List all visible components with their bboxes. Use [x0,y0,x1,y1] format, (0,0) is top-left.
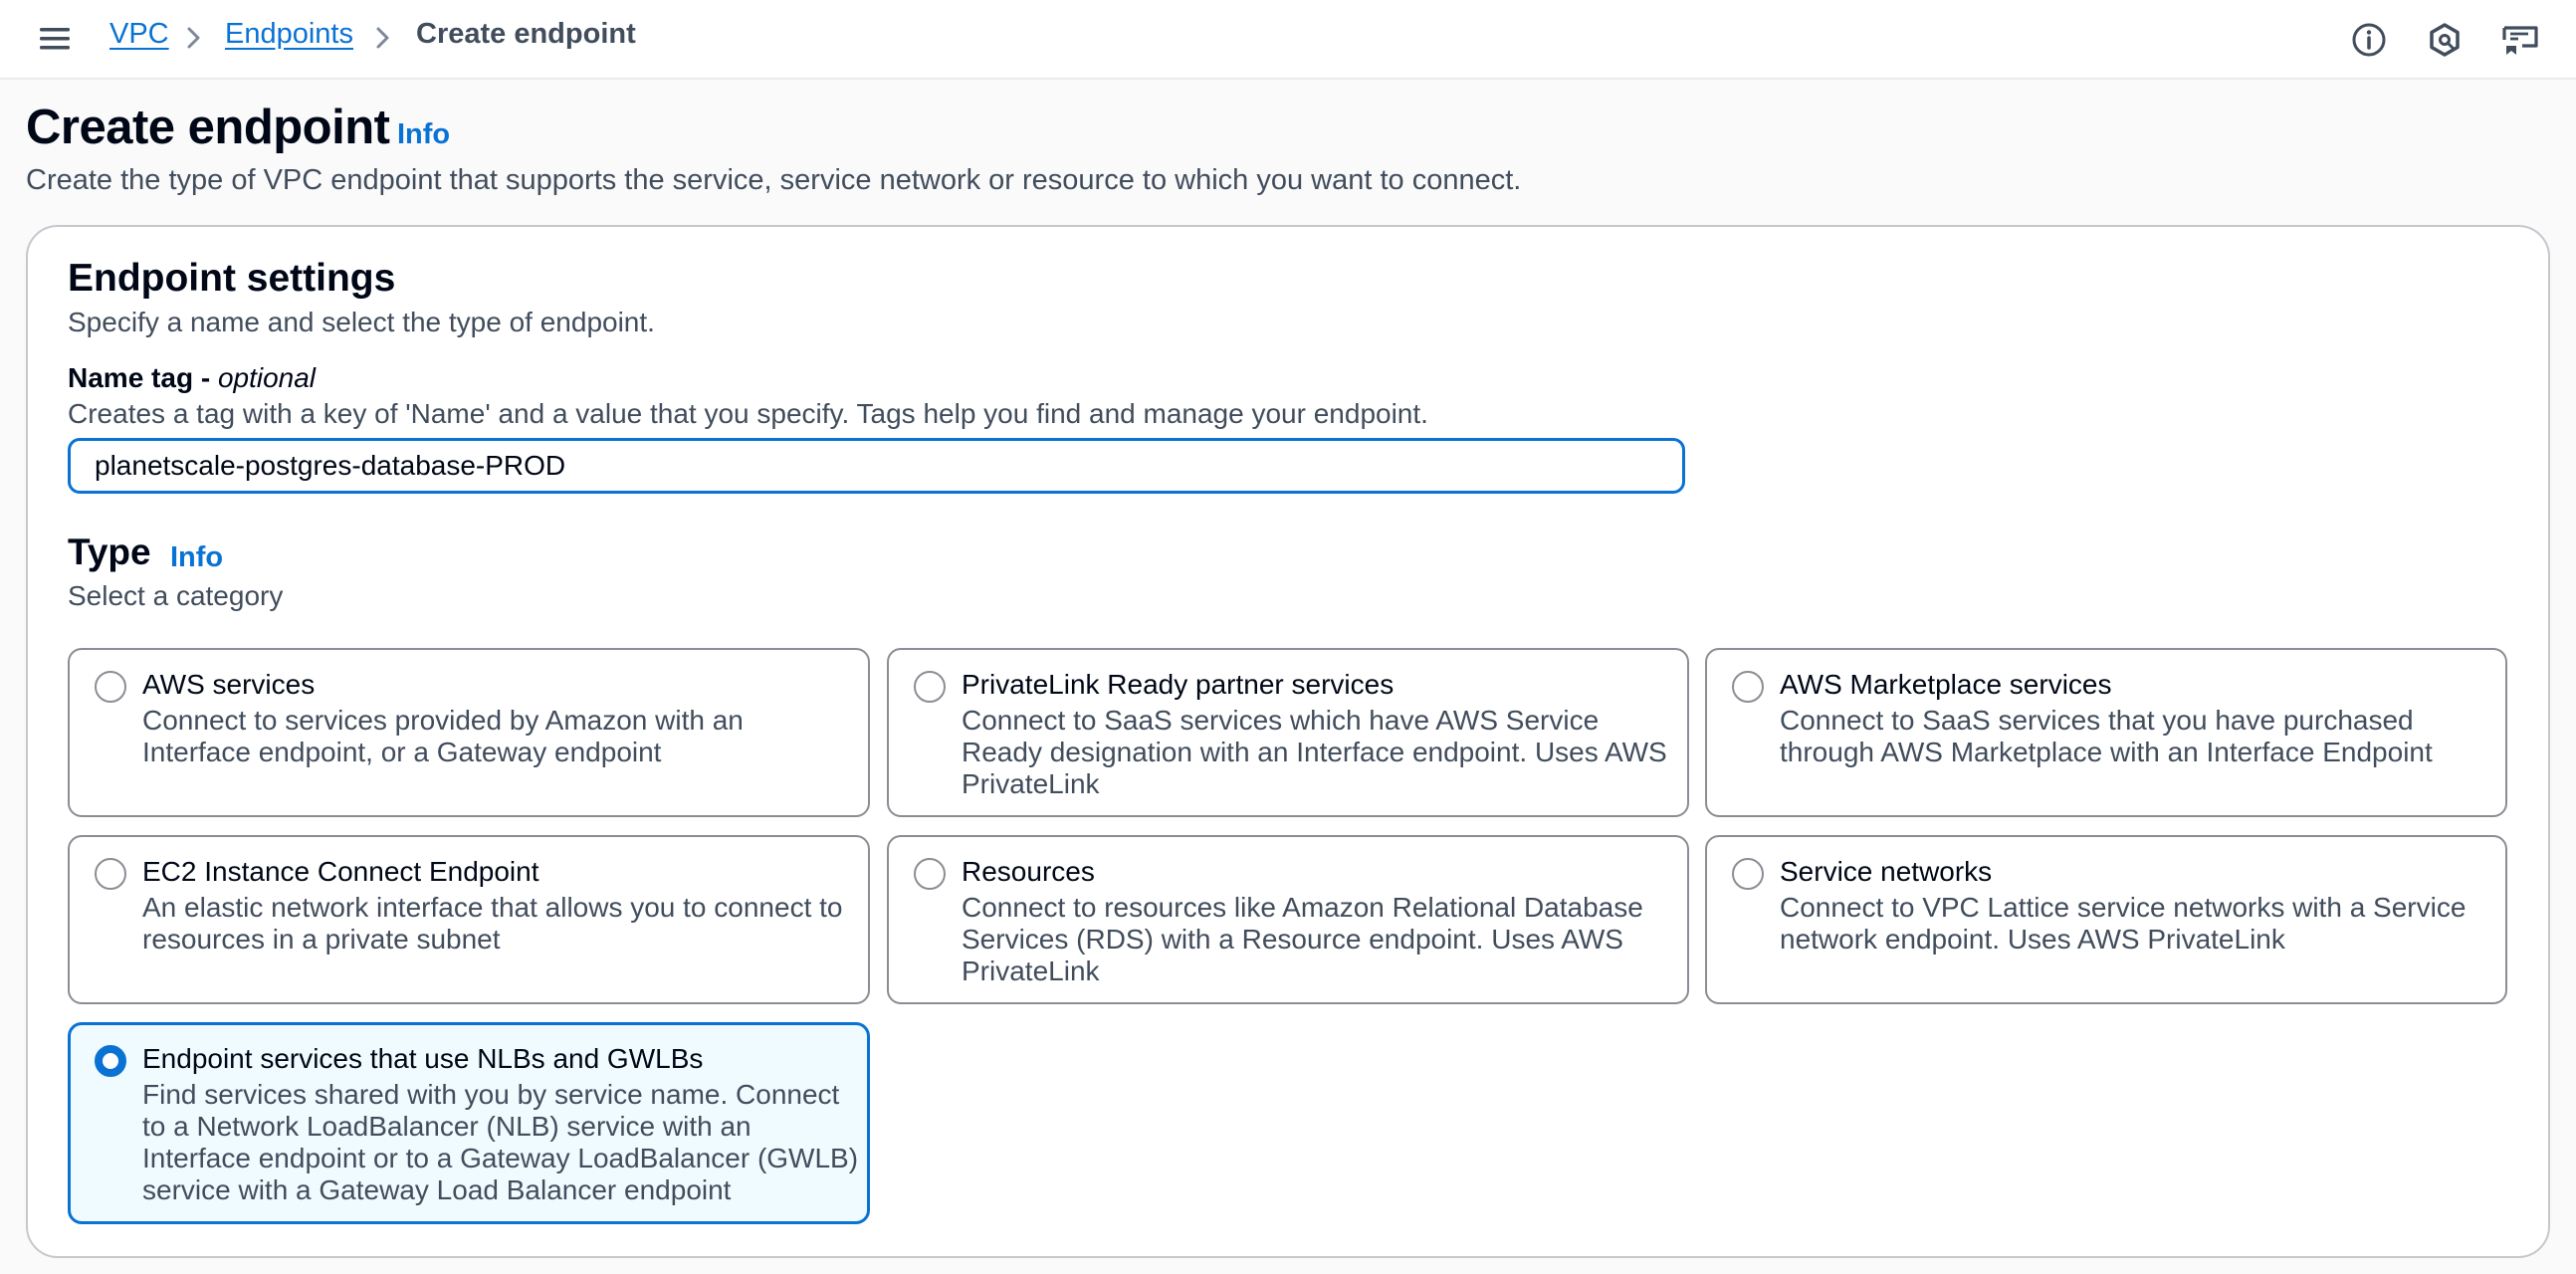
endpoint-settings-title: Endpoint settings [68,257,396,300]
type-option-description: An elastic network interface that allows you to connect to resources in a private subnet [142,892,843,955]
type-option-aws-services[interactable] [68,648,870,817]
info-circle-icon[interactable] [2349,20,2389,60]
type-option-description: Connect to SaaS services that you have purchased through AWS Marketplace with an Interface Endpoint [1780,705,2433,767]
type-option-title: AWS services [142,669,316,700]
radio-button[interactable] [1732,671,1764,703]
type-option-title: Resources [962,856,1095,887]
name-tag-description: Creates a tag with a key of 'Name' and a value that you specify. Tags help you find and manage your endpoint. [68,398,1428,429]
radio-button[interactable] [914,858,946,890]
type-option-resources[interactable] [887,835,1689,1004]
radio-button[interactable] [1732,858,1764,890]
endpoint-settings-description: Specify a name and select the type of endpoint. [68,307,655,337]
type-option-description: Connect to SaaS services which have AWS Service Ready designation with an Interface endpoint. Uses AWS PrivateLink [962,705,1667,799]
radio-button[interactable] [95,858,126,890]
radio-button[interactable] [914,671,946,703]
type-option-title: Service networks [1780,856,1993,887]
breadcrumb-vpc-link[interactable]: VPC [109,18,169,50]
type-option-endpoint-services-nlb-gwlb[interactable] [68,1022,870,1224]
top-navigation-bar [0,0,2576,80]
type-option-title: PrivateLink Ready partner services [962,669,1395,700]
type-option-privatelink-partner[interactable] [887,648,1689,817]
name-tag-input[interactable] [68,438,1685,494]
type-option-title: EC2 Instance Connect Endpoint [142,856,539,887]
type-title: Type [68,531,151,572]
chevron-right-icon [185,23,203,53]
type-option-title: Endpoint services that use NLBs and GWLBs [142,1043,704,1074]
type-option-description: Connect to resources like Amazon Relational Database Services (RDS) with a Resource endpoint. Uses AWS PrivateLink [962,892,1643,986]
type-option-title: AWS Marketplace services [1780,669,2112,700]
page-description: Create the type of VPC endpoint that supports the service, service network or resource to which you want to connect. [26,164,1522,196]
type-option-service-networks[interactable] [1705,835,2507,1004]
breadcrumb-current: Create endpoint [416,18,636,50]
name-tag-label: Name tag - optional [68,362,317,393]
page-title: Create endpoint [26,101,390,154]
type-option-description: Connect to VPC Lattice service networks with a Service network endpoint. Uses AWS PrivateLink [1780,892,2467,955]
type-option-aws-marketplace[interactable] [1705,648,2507,817]
page-info-link[interactable]: Info [397,118,451,150]
radio-button-selected[interactable] [95,1045,126,1077]
type-description: Select a category [68,580,284,611]
type-option-description: Connect to services provided by Amazon with an Interface endpoint, or a Gateway endpoint [142,705,744,767]
monitor-help-icon[interactable] [2500,20,2540,60]
hexagon-settings-icon[interactable] [2425,20,2465,60]
type-info-link[interactable]: Info [170,541,224,573]
type-option-description: Find services shared with you by service name. Connect to a Network LoadBalancer (NLB) service with an Interface endpoint or to a Gateway LoadBalancer (GWLB) service with a Gateway Load Balancer endpoint [142,1079,859,1205]
radio-button[interactable] [95,671,126,703]
chevron-right-icon [374,23,392,53]
hamburger-menu-icon[interactable] [38,24,72,54]
type-option-ec2-instance-connect[interactable] [68,835,870,1004]
breadcrumb-endpoints-link[interactable]: Endpoints [225,18,353,50]
